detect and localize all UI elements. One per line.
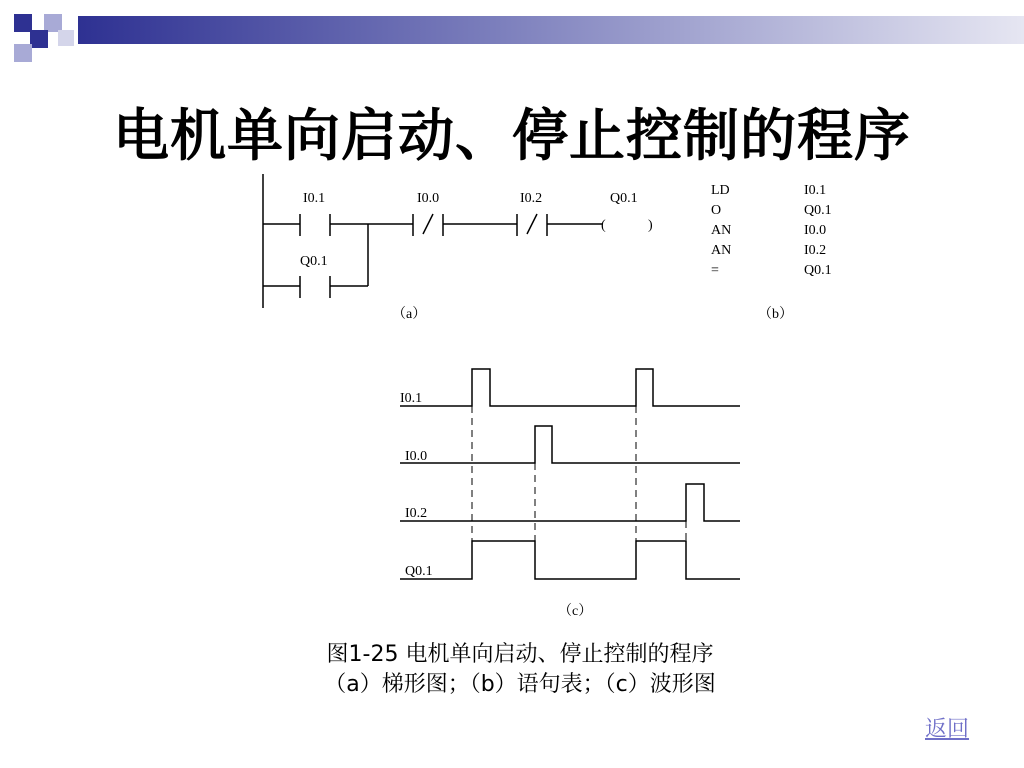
timing-label-i0-1: I0.1 bbox=[400, 391, 423, 406]
stl-op-1: LD bbox=[711, 183, 730, 198]
stl-op-3: AN bbox=[711, 223, 732, 238]
page-title: 电机单向启动、停止控制的程序 bbox=[113, 103, 911, 169]
ladder-label-i0-0: I0.0 bbox=[417, 191, 440, 206]
timing-label-q0-1: Q0.1 bbox=[405, 564, 433, 579]
ladder-label-i0-2: I0.2 bbox=[520, 191, 543, 206]
stl-operand-4: I0.2 bbox=[804, 243, 827, 258]
ladder-label-q0-1: Q0.1 bbox=[610, 191, 638, 206]
stl-operand-1: I0.1 bbox=[804, 183, 827, 198]
stl-caption: （b） bbox=[758, 307, 793, 322]
coil-close: ) bbox=[648, 218, 653, 233]
waveform-i0-1 bbox=[400, 369, 740, 406]
ladder-label-i0-1: I0.1 bbox=[303, 191, 326, 206]
ladder-caption: （a） bbox=[392, 307, 427, 322]
stl-op-4: AN bbox=[711, 243, 732, 258]
stl-operand-2: Q0.1 bbox=[804, 203, 832, 218]
return-link[interactable]: 返回 bbox=[925, 717, 970, 742]
waveform-q0-1 bbox=[400, 541, 740, 579]
stl-operand-5: Q0.1 bbox=[804, 263, 832, 278]
timing-caption: （c） bbox=[558, 604, 593, 619]
caption-line-2: （a）梯形图；（b）语句表；（c）波形图 bbox=[324, 672, 716, 697]
waveform-i0-0 bbox=[400, 426, 740, 463]
stl-op-2: O bbox=[711, 203, 722, 218]
figure-caption bbox=[200, 640, 840, 700]
timing-label-i0-2: I0.2 bbox=[405, 506, 428, 521]
caption-line-1: 图1-25 电机单向启动、停止控制的程序 bbox=[326, 642, 714, 667]
stl-operand-3: I0.0 bbox=[804, 223, 827, 238]
coil-open: ( bbox=[601, 218, 606, 233]
waveform-i0-2 bbox=[400, 484, 740, 521]
timing-label-i0-0: I0.0 bbox=[405, 449, 428, 464]
ladder-branch-label: Q0.1 bbox=[300, 254, 328, 269]
stl-op-5: = bbox=[711, 263, 719, 278]
